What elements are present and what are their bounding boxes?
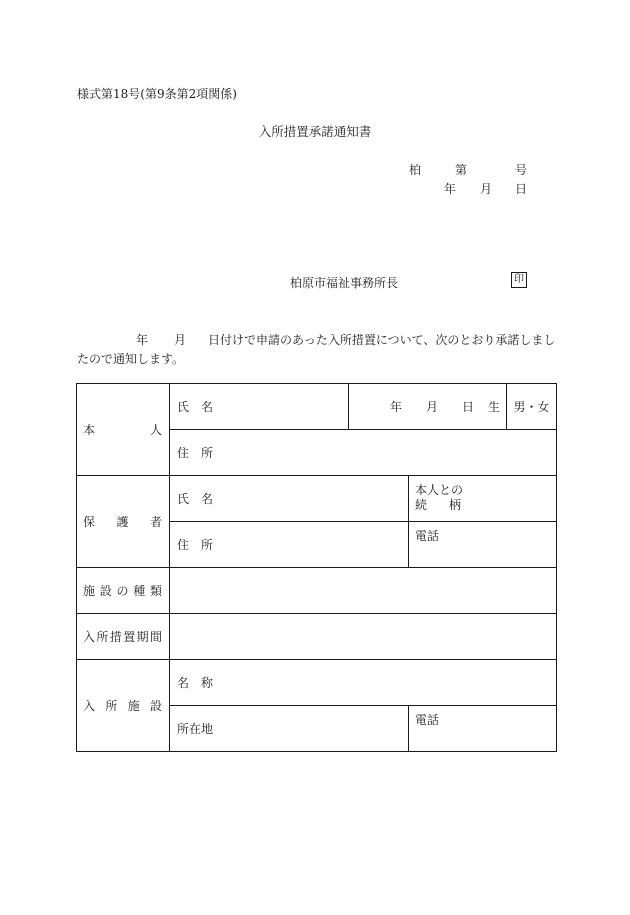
guardian-label: 保 護 者 xyxy=(83,515,162,529)
person-address-label: 住所 xyxy=(177,446,226,460)
person-name-label: 氏名 xyxy=(177,400,226,414)
person-label: 本 人 xyxy=(83,423,162,437)
form-number: 様式第18号(第9条第2項関係) xyxy=(77,87,237,101)
guardian-phone-label: 電話 xyxy=(415,529,440,543)
guardian-phone-cell[interactable] xyxy=(409,522,557,568)
birth-day-label: 日 xyxy=(461,400,474,414)
facility-phone-cell[interactable] xyxy=(409,706,557,752)
facility-type-value-cell[interactable] xyxy=(170,568,557,614)
body-text-line1: 日付けで申請のあった入所措置について、次のとおり承諾しまし xyxy=(208,333,556,347)
facility-label-cell xyxy=(77,660,170,752)
birth-year-label: 年 xyxy=(389,400,402,414)
facility-label: 入 所 施 設 xyxy=(83,699,162,713)
person-name-cell[interactable] xyxy=(170,384,349,430)
facility-name-label: 名称 xyxy=(177,676,226,690)
issue-year: 年 xyxy=(444,182,457,196)
person-birthdate-cell[interactable] xyxy=(349,384,507,430)
relation-label-line1: 本人との xyxy=(415,483,464,497)
ref-city: 柏 xyxy=(409,163,422,177)
guardian-address-cell[interactable] xyxy=(170,522,409,568)
seal-mark: 印 xyxy=(511,272,527,288)
guardian-name-cell[interactable] xyxy=(170,476,409,522)
issuer-name: 柏原市福祉事務所長 xyxy=(290,276,399,290)
period-value-cell[interactable] xyxy=(170,614,557,660)
birth-month-label: 月 xyxy=(425,400,438,414)
relation-label-line2: 続柄 xyxy=(415,498,484,512)
sex-options: 男・女 xyxy=(513,400,550,414)
body-text-line2: たので通知します。 xyxy=(77,352,185,366)
facility-name-cell[interactable] xyxy=(170,660,557,706)
period-label: 入 所 措 置 期 間 xyxy=(83,630,162,644)
body-year: 年 xyxy=(136,333,149,347)
guardian-relation-cell[interactable] xyxy=(409,476,557,522)
ref-go: 号 xyxy=(515,163,528,177)
guardian-label-cell xyxy=(77,476,170,568)
issue-day: 日 xyxy=(515,182,528,196)
guardian-address-label: 住所 xyxy=(177,538,226,552)
birth-suffix-label: 生 xyxy=(487,400,500,414)
info-table xyxy=(76,383,557,752)
facility-type-label-cell xyxy=(77,568,170,614)
person-label-cell xyxy=(77,384,170,476)
person-address-cell[interactable] xyxy=(170,430,557,476)
facility-type-label: 施 設 の 種 類 xyxy=(83,584,162,598)
sex-cell[interactable] xyxy=(507,384,557,430)
period-label-cell xyxy=(77,614,170,660)
document-title: 入所措置承諾通知書 xyxy=(258,124,372,139)
facility-location-label: 所在地 xyxy=(177,722,214,736)
ref-dai: 第 xyxy=(455,163,468,177)
facility-phone-label: 電話 xyxy=(415,713,440,727)
issue-month: 月 xyxy=(480,182,493,196)
facility-location-cell[interactable] xyxy=(170,706,409,752)
guardian-name-label: 氏名 xyxy=(177,492,226,506)
body-month: 月 xyxy=(174,333,187,347)
